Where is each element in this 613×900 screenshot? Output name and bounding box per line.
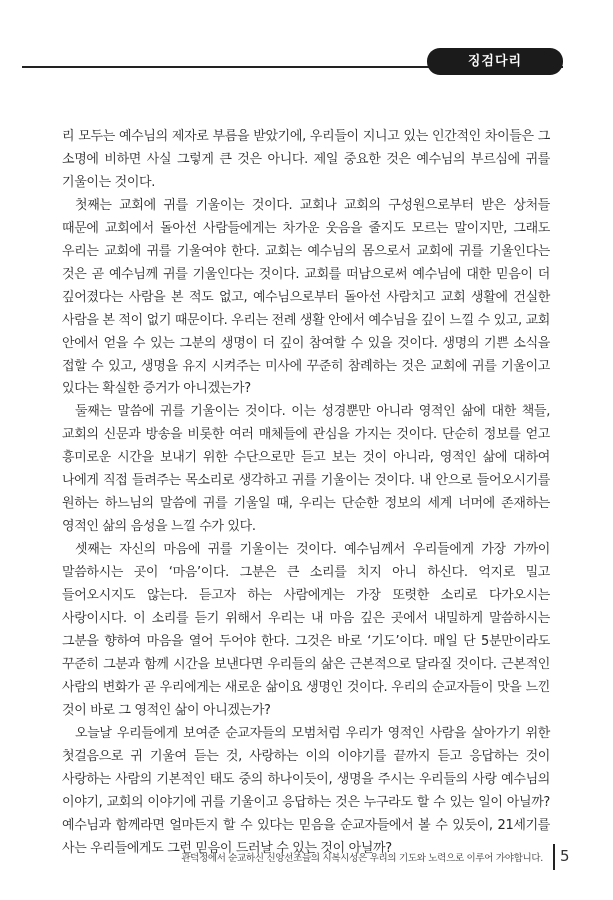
- paragraph-conclusion: 오늘날 우리들에게 보여준 순교자들의 모범처럼 우리가 영적인 사람을 살아가기 위한 첫걸음으로 귀 기울여 듣는 것, 사랑하는 이의 이야기를 끝까지 듣고 응답하는 것이 사랑하는 사람의 기본적인 태도 중의 하나이듯이, 생명을 주시는 우리들의 사랑 예수님의 이야기, 교회의 이야기에 귀를 기울이고 응답하는 것은 누구라도 할 수 있는 일이 아닐까? 예수님과 함께라면 얼마든지 할 수 있다는 믿음을 순교자들에서 볼 수 있듯이, 21세기를 사는 우리들에게도 그런 믿음이 드러날 수 있는 것이 아닐까?: [62, 725, 550, 856]
- paragraph-first-point: 첫째는 교회에 귀를 기울이는 것이다. 교회나 교회의 구성원으로부터 받은 상처들 때문에 교회에서 돌아선 사람들에게는 차가운 웃음을 줄지도 모르는 말이지만, 그래도 우리는 교회에 귀를 기울여야 한다. 교회는 예수님의 몸으로서 교회에 귀를 기울인다는 것은 곧 예수님께 귀를 기울인다는 것이다. 교회를 떠남으로써 예수님에 대한 믿음이 더 깊어졌다는 사람을 본 적도 없고, 예수님으로부터 돌아선 사람치고 교회 생활에 건실한 사람을 본 적이 없기 때문이다. 우리는 전례 생활 안에서 예수님을 깊이 느낄 수 있고, 교회 안에서 얻을 수 있는 그분의 생명이 더 깊이 참여할 수 있을 것이다. 생명의 기쁜 소식을 접할 수 있고, 생명을 유지 시켜주는 미사에 꾸준히 참례하는 것은 교회에 귀를 기울이고 있다는 확실한 증거가 아니겠는가?: [62, 197, 550, 397]
- paragraph-second-point: 둘째는 말씀에 귀를 기울이는 것이다. 이는 성경뿐만 아니라 영적인 삶에 대한 책들, 교회의 신문과 방송을 비롯한 여러 매체들에 관심을 가지는 것이다. 단순히 정보를 얻고 흥미로운 시간을 보내기 위한 수단으로만 듣고 보는 것이 아니라, 영적인 삶에 대하여 나에게 직접 들려주는 목소리로 생각하고 귀를 기울이는 것이다. 내 안으로 들어오시기를 원하는 하느님의 말씀에 귀를 기울일 때, 우리는 단순한 정보의 세계 너머에 존재하는 영적인 삶의 음성을 느낄 수가 있다.: [62, 404, 550, 535]
- paragraph-third-point: 셋째는 자신의 마음에 귀를 기울이는 것이다. 예수님께서 우리들에게 가장 가까이 말씀하시는 곳이 ‘마음’이다. 그분은 큰 소리를 치지 아니 하신다. 억지로 밀고 들어오시지도 않는다. 듣고자 하는 사람에게는 가장 또렷한 소리로 다가오시는 사랑이시다. 이 소리를 듣기 위해서 우리는 내 마음 깊은 곳에서 내밀하게 말씀하시는 그분을 향하여 마음을 열어 두어야 한다. 그것은 바로 ‘기도’이다. 매일 단 5분만이라도 꾸준히 그분과 함께 시간을 보낸다면 우리들의 삶은 근본적으로 달라질 것이다. 근본적인 사람의 변화가 곧 우리에게는 새로운 삶이요 생명인 것이다. 우리의 순교자들이 맛을 느낀 것이 바로 그 영적인 삶이 아니겠는가?: [62, 542, 550, 718]
- section-title-tab: 징검다리: [427, 48, 563, 75]
- paragraph-continued: 리 모두는 예수님의 제자로 부름을 받았기에, 우리들이 지니고 있는 인간적인 차이들은 그 소명에 비하면 사실 그렇게 큰 것은 아니다. 제일 중요한 것은 예수님의 부르심에 귀를 기울이는 것이다.: [62, 129, 550, 190]
- footer-divider: [553, 844, 555, 870]
- page-number: 5: [560, 847, 570, 865]
- article-body: [62, 126, 550, 861]
- footer-slogan: 관덕정에서 순교하신 신앙선조들의 시복시성은 우리의 기도와 노력으로 이루어 가야합니다.: [181, 853, 543, 864]
- page-footer: [0, 842, 613, 872]
